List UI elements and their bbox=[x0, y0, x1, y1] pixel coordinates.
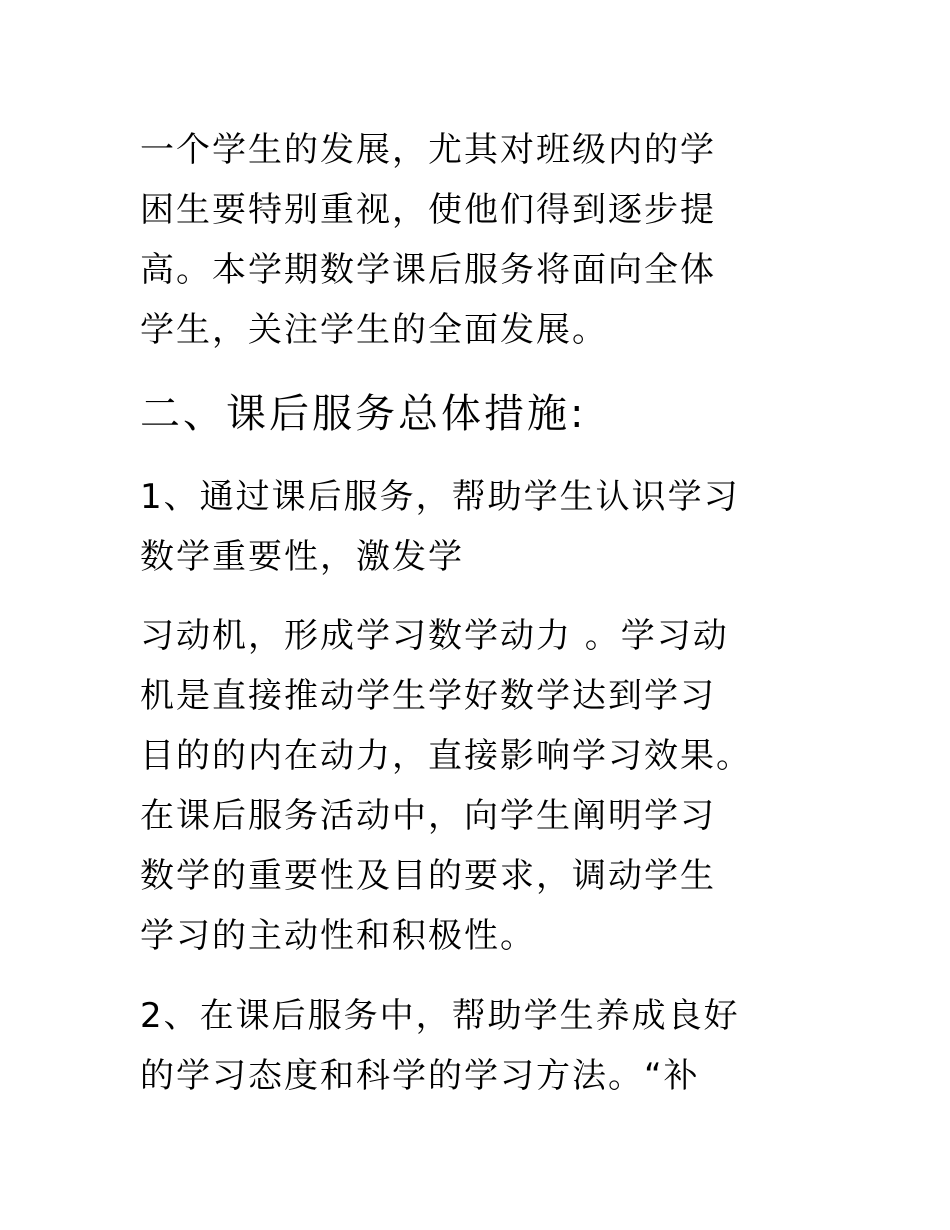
text-line: 习动机，形成学习数学动力 。学习动 bbox=[140, 616, 729, 656]
item1-paragraph bbox=[140, 467, 820, 587]
text-line: 高。本学期数学课后服务将面向全体 bbox=[140, 250, 716, 290]
text-line: 数学的重要性及目的要求，调动学生 bbox=[140, 856, 716, 896]
intro-paragraph bbox=[140, 120, 820, 360]
text-line: 的学习态度和科学的学习方法。“补 bbox=[140, 1056, 700, 1096]
item2-paragraph bbox=[140, 986, 820, 1106]
text-line: 学生，关注学生的全面发展。 bbox=[140, 310, 608, 350]
text-line: 1、通过课后服务，帮助学生认识学习 bbox=[140, 477, 740, 517]
text-line: 目的的内在动力，直接影响学习效果。 bbox=[140, 736, 752, 776]
text-line: 一个学生的发展，尤其对班级内的学 bbox=[140, 130, 716, 170]
text-line: 机是直接推动学生学好数学达到学习 bbox=[140, 676, 716, 716]
text-line: 2、在课后服务中，帮助学生养成良好 bbox=[140, 996, 740, 1036]
item1-continuation-paragraph bbox=[140, 606, 820, 966]
text-line: 数学重要性，激发学 bbox=[140, 537, 464, 577]
text-line: 学习的主动性和积极性。 bbox=[140, 916, 536, 956]
text-line: 困生要特别重视，使他们得到逐步提 bbox=[140, 190, 716, 230]
text-line: 在课后服务活动中，向学生阐明学习 bbox=[140, 796, 716, 836]
section-heading: 二、课后服务总体措施: bbox=[140, 391, 587, 437]
